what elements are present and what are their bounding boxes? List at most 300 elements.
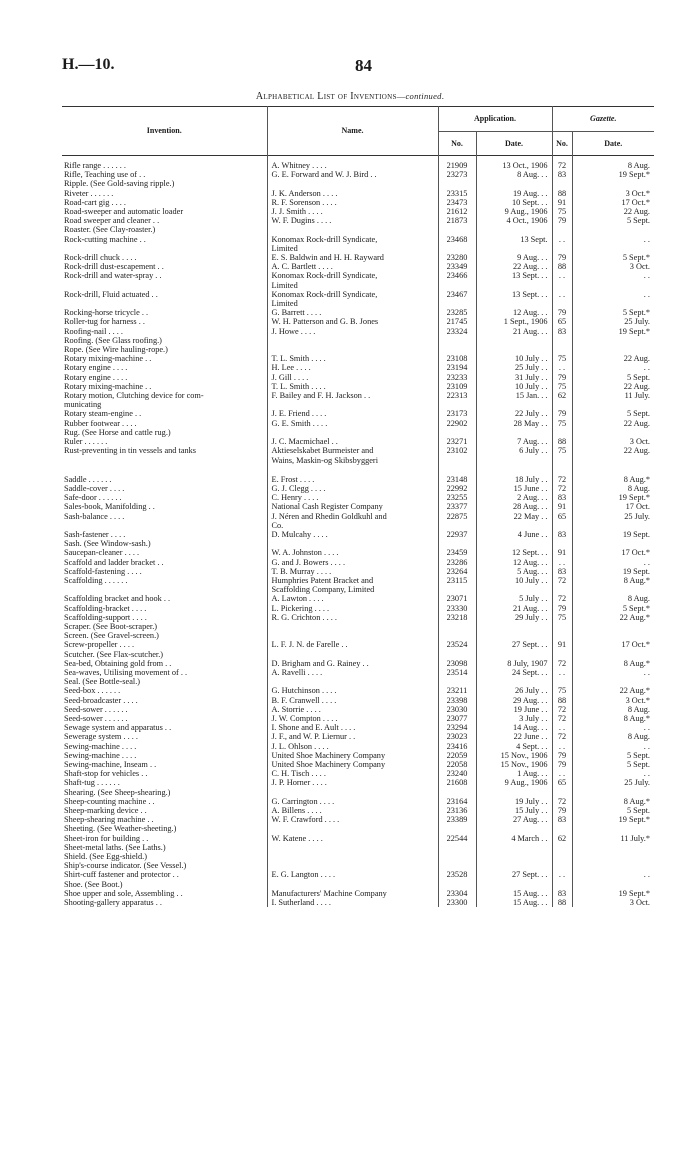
gazette-date-cell: 25 July. xyxy=(572,317,654,326)
gazette-number-cell: 79 xyxy=(552,751,572,760)
application-number-cell xyxy=(438,521,476,530)
invention-cell: Sheep-marking device . . xyxy=(64,806,147,816)
application-number-cell xyxy=(438,281,476,290)
application-number-cell: 23389 xyxy=(438,815,476,824)
gazette-date-cell xyxy=(572,650,654,659)
name-cell: T. L. Smith . . . . xyxy=(267,382,438,391)
table-row xyxy=(62,650,654,659)
gazette-date-cell: 8 Aug. xyxy=(572,732,654,741)
application-number-cell: 22313 xyxy=(438,391,476,400)
name-cell: J. Howe . . . . xyxy=(267,327,438,336)
invention-cell: Sash. (See Window-sash.) xyxy=(64,539,151,549)
invention-cell: Saucepan-cleaner . . . . xyxy=(64,548,140,558)
name-cell: National Cash Register Company xyxy=(267,502,438,511)
application-date-cell: 22 May . . xyxy=(476,512,552,521)
gazette-date-cell: 8 Aug. xyxy=(572,705,654,714)
table-row xyxy=(62,834,654,843)
table-row xyxy=(62,539,654,548)
name-cell: Co. xyxy=(267,521,438,530)
gazette-number-cell: 88 xyxy=(552,696,572,705)
table-row xyxy=(62,512,654,521)
invention-cell: Rust-preventing in tin vessels and tanks xyxy=(64,446,197,456)
table-row xyxy=(62,659,654,668)
application-date-cell xyxy=(476,880,552,889)
gazette-date-cell xyxy=(572,585,654,594)
invention-cell: Scaffolding-support . . . . xyxy=(64,612,147,622)
name-cell: J. C. Macmichael . . xyxy=(267,437,438,446)
invention-cell: Scaffold and ladder bracket . . xyxy=(64,557,164,567)
application-number-cell: 21909 xyxy=(438,161,476,170)
gazette-number-cell: 75 xyxy=(552,207,572,216)
invention-cell: Rotary mixing-machine . . xyxy=(64,354,152,364)
table-row xyxy=(62,327,654,336)
table-row xyxy=(62,594,654,603)
invention-cell: Rocking-horse tricycle . . xyxy=(64,308,149,318)
gazette-number-cell: 72 xyxy=(552,797,572,806)
application-date-cell: 13 Oct., 1906 xyxy=(476,161,552,170)
table-row xyxy=(62,760,654,769)
application-number-cell: 23030 xyxy=(438,705,476,714)
gazette-date-cell xyxy=(572,456,654,465)
name-cell: E. Frost . . . . xyxy=(267,475,438,484)
application-date-cell: 13 Sept. . . xyxy=(476,271,552,280)
name-cell xyxy=(267,650,438,659)
name-cell: C. H. Tisch . . . . xyxy=(267,769,438,778)
application-number-cell xyxy=(438,179,476,188)
application-date-cell: 2 Aug. . . xyxy=(476,493,552,502)
page-reference: H.—10. xyxy=(62,56,115,73)
application-date-cell: 29 Aug. . . xyxy=(476,696,552,705)
invention-cell: Rifle, Teaching use of . . xyxy=(64,170,146,180)
name-cell: J. L. Ohlson . . . . xyxy=(267,742,438,751)
gazette-date-cell: 5 Sept. xyxy=(572,409,654,418)
application-date-cell: 22 June . . xyxy=(476,732,552,741)
gazette-number-cell xyxy=(552,843,572,852)
invention-cell: Sales-book, Manifolding . . xyxy=(64,502,155,512)
application-date-cell: 15 Nov., 1906 xyxy=(476,751,552,760)
invention-cell: Shooting-gallery apparatus . . xyxy=(64,898,162,908)
name-cell xyxy=(267,179,438,188)
gazette-number-cell: . . xyxy=(552,723,572,732)
table-row xyxy=(62,345,654,354)
invention-cell: Shirt-cuff fastener and protector . . xyxy=(64,870,179,880)
table-row xyxy=(62,161,654,170)
gazette-number-cell: 72 xyxy=(552,475,572,484)
table-row xyxy=(62,880,654,889)
name-cell: T. L. Smith . . . . xyxy=(267,354,438,363)
gazette-number-cell: . . xyxy=(552,668,572,677)
application-number-cell xyxy=(438,622,476,631)
invention-cell: Rotary engine . . . . xyxy=(64,372,128,382)
application-number-cell: 21873 xyxy=(438,216,476,225)
invention-cell xyxy=(62,281,267,290)
application-number-cell: 23077 xyxy=(438,714,476,723)
application-number-cell xyxy=(438,843,476,852)
gazette-date-cell xyxy=(572,880,654,889)
application-number-cell xyxy=(438,650,476,659)
name-cell: J. J. Smith . . . . xyxy=(267,207,438,216)
table-row xyxy=(62,677,654,686)
application-date-cell xyxy=(476,650,552,659)
invention-cell: Sash-balance . . . . xyxy=(64,511,125,521)
gazette-number-cell xyxy=(552,585,572,594)
gazette-number-cell: 72 xyxy=(552,161,572,170)
gazette-number-cell xyxy=(552,428,572,437)
table-row xyxy=(62,631,654,640)
gazette-date-cell: 8 Aug.* xyxy=(572,797,654,806)
table-row xyxy=(62,189,654,198)
application-number-cell: 23109 xyxy=(438,382,476,391)
name-cell: W. F. Dugins . . . . xyxy=(267,216,438,225)
application-date-cell: 8 Aug. . . xyxy=(476,170,552,179)
gazette-number-cell xyxy=(552,345,572,354)
name-cell: G. Barrett . . . . xyxy=(267,308,438,317)
invention-cell: Screw-propeller . . . . xyxy=(64,640,135,650)
name-cell: Konomax Rock-drill Syndicate, xyxy=(267,290,438,299)
application-number-cell xyxy=(438,824,476,833)
table-body xyxy=(62,156,654,908)
invention-cell: Scraper. (See Boot-scraper.) xyxy=(64,621,158,631)
application-date-cell: 9 Aug., 1906 xyxy=(476,207,552,216)
application-date-cell: 24 Sept. . . xyxy=(476,668,552,677)
application-date-cell: 28 Aug. . . xyxy=(476,502,552,511)
name-cell: G. J. Clegg . . . . xyxy=(267,484,438,493)
gazette-number-cell xyxy=(552,788,572,797)
application-date-cell: 12 Aug. . . xyxy=(476,308,552,317)
gazette-number-cell xyxy=(552,336,572,345)
application-date-cell xyxy=(476,521,552,530)
application-number-cell: 23473 xyxy=(438,198,476,207)
table-row xyxy=(62,363,654,372)
gazette-date-cell xyxy=(572,824,654,833)
gazette-number-cell: 75 xyxy=(552,686,572,695)
application-date-cell xyxy=(476,843,552,852)
gazette-number-cell: 75 xyxy=(552,354,572,363)
name-cell xyxy=(267,677,438,686)
application-date-cell: 28 May . . xyxy=(476,419,552,428)
gazette-number-cell: 83 xyxy=(552,889,572,898)
gazette-number-cell: 83 xyxy=(552,567,572,576)
invention-cell: Seal. (See Bottle-seal.) xyxy=(64,677,141,687)
application-date-cell xyxy=(476,824,552,833)
table-row xyxy=(62,493,654,502)
gazette-number-cell xyxy=(552,880,572,889)
invention-cell: Rock-drill, Fluid actuated . . xyxy=(64,289,158,299)
application-date-cell: 10 July . . xyxy=(476,382,552,391)
gazette-date-cell: . . xyxy=(572,723,654,732)
application-number-cell xyxy=(438,456,476,465)
application-number-cell: 23398 xyxy=(438,696,476,705)
invention-cell: Rotary engine . . . . xyxy=(64,363,128,373)
application-date-cell: 9 Aug., 1906 xyxy=(476,778,552,787)
name-cell: Limited xyxy=(267,299,438,308)
application-date-cell: 15 July . . xyxy=(476,806,552,815)
table-row xyxy=(62,354,654,363)
invention-cell: Roaster. (See Clay-roaster.) xyxy=(64,225,156,235)
invention-cell: Scutcher. (See Flax-scutcher.) xyxy=(64,649,164,659)
gazette-number-cell: 65 xyxy=(552,317,572,326)
invention-cell: Rock-drill and water-spray . . xyxy=(64,271,162,281)
gazette-number-cell xyxy=(552,650,572,659)
gazette-date-cell xyxy=(572,244,654,253)
gazette-date-cell: 19 Sept.* xyxy=(572,815,654,824)
invention-cell: Rock-drill chuck . . . . xyxy=(64,253,137,263)
table-row xyxy=(62,428,654,437)
table-row xyxy=(62,299,654,308)
invention-cell: Ship's-course indicator. (See Vessel.) xyxy=(64,861,187,871)
gazette-date-cell: 22 Aug. xyxy=(572,446,654,455)
application-number-cell: 23071 xyxy=(438,594,476,603)
application-date-cell xyxy=(476,345,552,354)
table-row xyxy=(62,225,654,234)
gazette-date-cell xyxy=(572,631,654,640)
spacer-cell xyxy=(552,465,572,475)
gazette-date-cell: 19 Sept. xyxy=(572,530,654,539)
gazette-number-cell: 88 xyxy=(552,898,572,907)
gazette-date-cell: 17 Oct.* xyxy=(572,548,654,557)
application-number-cell: 23315 xyxy=(438,189,476,198)
gazette-date-cell: 8 Aug.* xyxy=(572,475,654,484)
gazette-number-cell: 79 xyxy=(552,806,572,815)
invention-cell: Roller-tug for harness . . xyxy=(64,317,145,327)
invention-cell: Shearing. (See Sheep-shearing.) xyxy=(64,787,171,797)
table-row xyxy=(62,613,654,622)
application-number-cell: 23115 xyxy=(438,576,476,585)
table-row xyxy=(62,502,654,511)
gazette-date-cell xyxy=(572,852,654,861)
name-cell xyxy=(267,428,438,437)
gazette-number-cell xyxy=(552,225,572,234)
application-date-cell: 13 Sept. xyxy=(476,235,552,244)
name-cell: Humphries Patent Bracket and xyxy=(267,576,438,585)
table-row xyxy=(62,640,654,649)
name-cell: W. Katene . . . . xyxy=(267,834,438,843)
table-row xyxy=(62,244,654,253)
invention-cell xyxy=(62,244,267,253)
name-cell xyxy=(267,843,438,852)
name-cell: W. F. Crawford . . . . xyxy=(267,815,438,824)
invention-cell: Sewerage system . . . . xyxy=(64,732,138,742)
application-number-cell: 23102 xyxy=(438,446,476,455)
table-row xyxy=(62,696,654,705)
gazette-date-cell: . . xyxy=(572,290,654,299)
gazette-number-cell: 79 xyxy=(552,216,572,225)
gazette-date-cell: 25 July. xyxy=(572,778,654,787)
application-number-cell xyxy=(438,299,476,308)
application-number-cell: 23023 xyxy=(438,732,476,741)
application-date-cell: 31 July . . xyxy=(476,373,552,382)
table-row xyxy=(62,484,654,493)
spacer-cell xyxy=(438,465,476,475)
spacer-row xyxy=(62,465,654,475)
application-date-cell: 15 Aug. . . xyxy=(476,889,552,898)
invention-cell: Road-cart gig . . . . xyxy=(64,197,126,207)
table-row xyxy=(62,870,654,879)
application-number-cell: 22544 xyxy=(438,834,476,843)
table-row xyxy=(62,391,654,400)
gazette-number-cell: 83 xyxy=(552,530,572,539)
table-row xyxy=(62,585,654,594)
spacer-cell xyxy=(62,465,267,475)
gazette-number-cell: 75 xyxy=(552,613,572,622)
gazette-date-cell: 5 Sept.* xyxy=(572,253,654,262)
application-date-cell xyxy=(476,428,552,437)
table-row xyxy=(62,723,654,732)
gazette-number-cell: 72 xyxy=(552,714,572,723)
invention-cell: Sheet-metal laths. (See Laths.) xyxy=(64,842,166,852)
application-number-cell: 23285 xyxy=(438,308,476,317)
gazette-date-cell: 3 Oct.* xyxy=(572,696,654,705)
gazette-number-cell: 83 xyxy=(552,815,572,824)
page-number: 84 xyxy=(355,56,372,75)
application-date-cell xyxy=(476,456,552,465)
table-row xyxy=(62,576,654,585)
application-date-cell: 19 Aug. . . xyxy=(476,189,552,198)
application-date-cell: 22 July . . xyxy=(476,409,552,418)
application-number-cell: 23264 xyxy=(438,567,476,576)
table-row xyxy=(62,317,654,326)
gazette-number-cell xyxy=(552,622,572,631)
application-date-cell xyxy=(476,299,552,308)
name-cell: L. Pickering . . . . xyxy=(267,604,438,613)
gazette-date-cell xyxy=(572,299,654,308)
name-cell xyxy=(267,631,438,640)
application-number-cell: 23528 xyxy=(438,870,476,879)
gazette-date-cell xyxy=(572,539,654,548)
application-number-cell: 23233 xyxy=(438,373,476,382)
name-cell xyxy=(267,345,438,354)
name-cell: A. C. Bartlett . . . . xyxy=(267,262,438,271)
gazette-date-cell: 17 Oct.* xyxy=(572,640,654,649)
application-number-cell: 21745 xyxy=(438,317,476,326)
gazette-date-cell: 3 Oct. xyxy=(572,898,654,907)
invention-cell: Sea-bed, Obtaining gold from . . xyxy=(64,658,172,668)
gazette-number-cell: . . xyxy=(552,235,572,244)
application-number-cell: 23300 xyxy=(438,898,476,907)
name-cell: R. G. Crichton . . . . xyxy=(267,613,438,622)
name-cell: J. W. Compton . . . . xyxy=(267,714,438,723)
name-cell xyxy=(267,788,438,797)
invention-cell: Sheep-counting machine . . xyxy=(64,796,155,806)
application-date-cell: 22 Aug. . . xyxy=(476,262,552,271)
application-number-cell: 23467 xyxy=(438,290,476,299)
table-row xyxy=(62,382,654,391)
gazette-number-cell: 79 xyxy=(552,253,572,262)
invention-cell: municating xyxy=(64,400,102,410)
gazette-number-cell xyxy=(552,539,572,548)
name-cell: J. Gill . . . . xyxy=(267,373,438,382)
application-number-cell: 23136 xyxy=(438,806,476,815)
application-date-cell: 19 July . . xyxy=(476,797,552,806)
table-row xyxy=(62,521,654,530)
name-cell xyxy=(267,225,438,234)
gazette-date-cell: 8 Aug. xyxy=(572,484,654,493)
gazette-number-cell: 65 xyxy=(552,512,572,521)
invention-cell: Seed-broadcaster . . . . xyxy=(64,695,138,705)
name-cell: D. Brigham and G. Rainey . . xyxy=(267,659,438,668)
gazette-number-cell: 75 xyxy=(552,446,572,455)
gazette-number-cell xyxy=(552,244,572,253)
gazette-date-cell: 8 Aug. xyxy=(572,594,654,603)
invention-cell: Rock-cutting machine . . xyxy=(64,234,146,244)
name-cell xyxy=(267,622,438,631)
gazette-number-cell xyxy=(552,179,572,188)
application-date-cell xyxy=(476,585,552,594)
name-cell: F. Bailey and F. H. Jackson . . xyxy=(267,391,438,400)
table-row xyxy=(62,271,654,280)
name-cell: United Shoe Machinery Company xyxy=(267,751,438,760)
invention-cell: Road sweeper and cleaner . . xyxy=(64,216,160,226)
gazette-date-cell: . . xyxy=(572,870,654,879)
application-number-cell: 23164 xyxy=(438,797,476,806)
application-date-cell: 15 Jan. . . xyxy=(476,391,552,400)
application-number-cell: 23108 xyxy=(438,354,476,363)
invention-cell: Rifle range . . . . . . xyxy=(64,161,126,170)
inventions-table xyxy=(62,106,654,907)
name-cell: T. B. Murray . . . . xyxy=(267,567,438,576)
name-cell: Limited xyxy=(267,281,438,290)
application-date-cell xyxy=(476,244,552,253)
name-cell: Konomax Rock-drill Syndicate, xyxy=(267,271,438,280)
name-cell: J. E. Friend . . . . xyxy=(267,409,438,418)
application-number-cell: 22937 xyxy=(438,530,476,539)
gazette-date-cell: 22 Aug. xyxy=(572,419,654,428)
application-number-cell: 22992 xyxy=(438,484,476,493)
gazette-date-cell: . . xyxy=(572,769,654,778)
table-row xyxy=(62,198,654,207)
invention-cell: Sash-fastener . . . . xyxy=(64,529,126,539)
name-cell: R. F. Sorenson . . . . xyxy=(267,198,438,207)
gazette-date-cell: . . xyxy=(572,558,654,567)
gazette-number-cell xyxy=(552,299,572,308)
table-row xyxy=(62,253,654,262)
gazette-number-cell: 62 xyxy=(552,834,572,843)
application-number-cell: 22902 xyxy=(438,419,476,428)
gazette-number-cell: . . xyxy=(552,271,572,280)
application-number-cell xyxy=(438,677,476,686)
header-gaz-date: Date. xyxy=(572,132,654,156)
gazette-number-cell: 91 xyxy=(552,502,572,511)
gazette-date-cell: 8 Aug.* xyxy=(572,576,654,585)
application-number-cell: 23218 xyxy=(438,613,476,622)
gazette-number-cell: 75 xyxy=(552,382,572,391)
application-date-cell: 7 Aug. . . xyxy=(476,437,552,446)
invention-cell: Riveter . . . . . . xyxy=(64,188,114,198)
name-cell xyxy=(267,824,438,833)
name-cell: E. G. Langton . . . . xyxy=(267,870,438,879)
application-date-cell: 29 July . . xyxy=(476,613,552,622)
application-number-cell xyxy=(438,400,476,409)
invention-cell: Scaffolding . . . . . . xyxy=(64,575,128,585)
name-cell xyxy=(267,861,438,870)
name-cell: A. Ravelli . . . . xyxy=(267,668,438,677)
gazette-number-cell: 79 xyxy=(552,760,572,769)
application-number-cell: 23468 xyxy=(438,235,476,244)
table-row xyxy=(62,861,654,870)
caption-title: Alphabetical List of Inventions xyxy=(255,91,397,102)
gazette-number-cell: 88 xyxy=(552,189,572,198)
table-row xyxy=(62,216,654,225)
gazette-date-cell: 11 July.* xyxy=(572,834,654,843)
application-date-cell xyxy=(476,336,552,345)
gazette-date-cell: . . xyxy=(572,235,654,244)
gazette-number-cell: 72 xyxy=(552,659,572,668)
gazette-number-cell: . . xyxy=(552,769,572,778)
gazette-date-cell xyxy=(572,861,654,870)
table-row xyxy=(62,290,654,299)
table-row xyxy=(62,179,654,188)
header-gazette: Gazette. xyxy=(552,107,654,132)
